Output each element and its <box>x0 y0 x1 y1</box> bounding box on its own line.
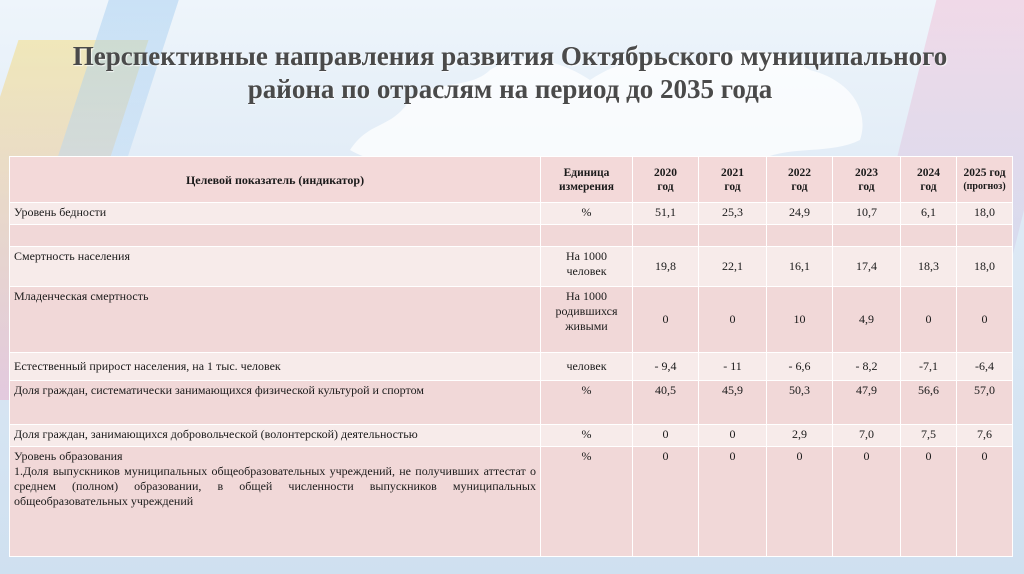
value-cell: 7,5 <box>901 425 957 447</box>
value-cell: 57,0 <box>957 381 1013 425</box>
indicator-cell: Уровень бедности <box>10 203 541 225</box>
indicators-table-container <box>9 156 1012 557</box>
value-cell: 25,3 <box>699 203 767 225</box>
indicator-cell: Младенческая смертность <box>10 287 541 353</box>
value-cell: 50,3 <box>767 381 833 425</box>
unit-cell <box>541 247 633 287</box>
unit-line: На 1000 <box>566 289 607 303</box>
value-cell: 18,0 <box>957 247 1013 287</box>
header-unit <box>541 157 633 203</box>
value-cell: - 11 <box>699 353 767 381</box>
unit-cell <box>541 287 633 353</box>
table-header-row <box>10 157 1013 203</box>
unit-cell: % <box>541 447 633 557</box>
header-year-value: 2022 <box>788 166 811 179</box>
value-cell: 47,9 <box>833 381 901 425</box>
indicator-cell <box>10 447 541 557</box>
indicator-heading: Уровень образования <box>14 449 123 463</box>
indicator-cell: Естественный прирост населения, на 1 тыс. человек <box>10 353 541 381</box>
table-row-empty <box>10 225 1013 247</box>
header-year <box>633 157 699 203</box>
header-indicator: Целевой показатель (индикатор) <box>10 157 541 203</box>
value-cell: 0 <box>833 447 901 557</box>
value-cell: 0 <box>699 287 767 353</box>
value-cell: 40,5 <box>633 381 699 425</box>
empty-cell <box>767 225 833 247</box>
header-year-sub: год <box>724 180 741 193</box>
unit-cell: % <box>541 425 633 447</box>
title-line-1: Перспективные направления развития Октябрьского муниципального <box>72 41 948 71</box>
empty-cell <box>541 225 633 247</box>
unit-line: живыми <box>565 319 608 333</box>
header-year-value: 2025 год <box>963 166 1006 179</box>
header-year-forecast <box>957 157 1013 203</box>
header-year <box>901 157 957 203</box>
empty-cell <box>10 225 541 247</box>
unit-line: На 1000 <box>566 249 607 263</box>
header-year-sub: год <box>791 180 808 193</box>
header-year-value: 2023 <box>855 166 878 179</box>
value-cell: 0 <box>957 287 1013 353</box>
header-year-value: 2020 <box>654 166 677 179</box>
value-cell: - 8,2 <box>833 353 901 381</box>
value-cell: 56,6 <box>901 381 957 425</box>
header-year <box>699 157 767 203</box>
unit-line: родившихся <box>555 304 618 318</box>
value-cell: 0 <box>957 447 1013 557</box>
table-row <box>10 287 1013 353</box>
value-cell: 16,1 <box>767 247 833 287</box>
table-row <box>10 353 1013 381</box>
value-cell: 6,1 <box>901 203 957 225</box>
value-cell: 2,9 <box>767 425 833 447</box>
value-cell: 7,0 <box>833 425 901 447</box>
table-row <box>10 247 1013 287</box>
table-row <box>10 381 1013 425</box>
value-cell: 0 <box>901 287 957 353</box>
unit-cell: % <box>541 203 633 225</box>
value-cell: 10,7 <box>833 203 901 225</box>
empty-cell <box>901 225 957 247</box>
value-cell: 0 <box>633 425 699 447</box>
value-cell: 0 <box>699 447 767 557</box>
indicator-cell: Смертность населения <box>10 247 541 287</box>
indicators-table <box>9 156 1013 557</box>
unit-cell: человек <box>541 353 633 381</box>
value-cell: 51,1 <box>633 203 699 225</box>
title-line-2: района по отраслям на период до 2035 года <box>247 74 773 104</box>
value-cell: 10 <box>767 287 833 353</box>
header-year-sub: (прогноз) <box>963 180 1006 192</box>
unit-line: человек <box>566 264 607 278</box>
value-cell: 0 <box>901 447 957 557</box>
value-cell: 22,1 <box>699 247 767 287</box>
value-cell: 17,4 <box>833 247 901 287</box>
value-cell: -6,4 <box>957 353 1013 381</box>
empty-cell <box>699 225 767 247</box>
indicator-cell: Доля граждан, занимающихся добровольческой (волонтерской) деятельностью <box>10 425 541 447</box>
value-cell: 4,9 <box>833 287 901 353</box>
value-cell: 7,6 <box>957 425 1013 447</box>
header-year-sub: год <box>858 180 875 193</box>
page-title <box>40 40 980 106</box>
header-year <box>767 157 833 203</box>
empty-cell <box>633 225 699 247</box>
value-cell: 45,9 <box>699 381 767 425</box>
value-cell: 18,0 <box>957 203 1013 225</box>
value-cell: 18,3 <box>901 247 957 287</box>
header-year-value: 2021 <box>721 166 744 179</box>
value-cell: 0 <box>633 287 699 353</box>
value-cell: 0 <box>767 447 833 557</box>
header-year <box>833 157 901 203</box>
empty-cell <box>833 225 901 247</box>
indicator-cell: Доля граждан, систематически занимающихся физической культурой и спортом <box>10 381 541 425</box>
value-cell: 0 <box>633 447 699 557</box>
value-cell: 24,9 <box>767 203 833 225</box>
table-row <box>10 447 1013 557</box>
value-cell: 0 <box>699 425 767 447</box>
empty-cell <box>957 225 1013 247</box>
value-cell: 19,8 <box>633 247 699 287</box>
unit-cell: % <box>541 381 633 425</box>
table-row <box>10 203 1013 225</box>
indicator-description: 1.Доля выпускников муниципальных общеобразовательных учреждений, не получивших аттестат о среднем (полном) образовании, в общей численности выпускников муниципальных общеобразовательных учреждений <box>14 464 536 508</box>
header-year-sub: год <box>657 180 674 193</box>
header-unit-line: Единица <box>563 166 610 179</box>
header-unit-line: измерения <box>559 180 614 193</box>
table-row <box>10 425 1013 447</box>
value-cell: - 9,4 <box>633 353 699 381</box>
header-year-value: 2024 <box>917 166 940 179</box>
value-cell: -7,1 <box>901 353 957 381</box>
value-cell: - 6,6 <box>767 353 833 381</box>
header-year-sub: год <box>920 180 937 193</box>
